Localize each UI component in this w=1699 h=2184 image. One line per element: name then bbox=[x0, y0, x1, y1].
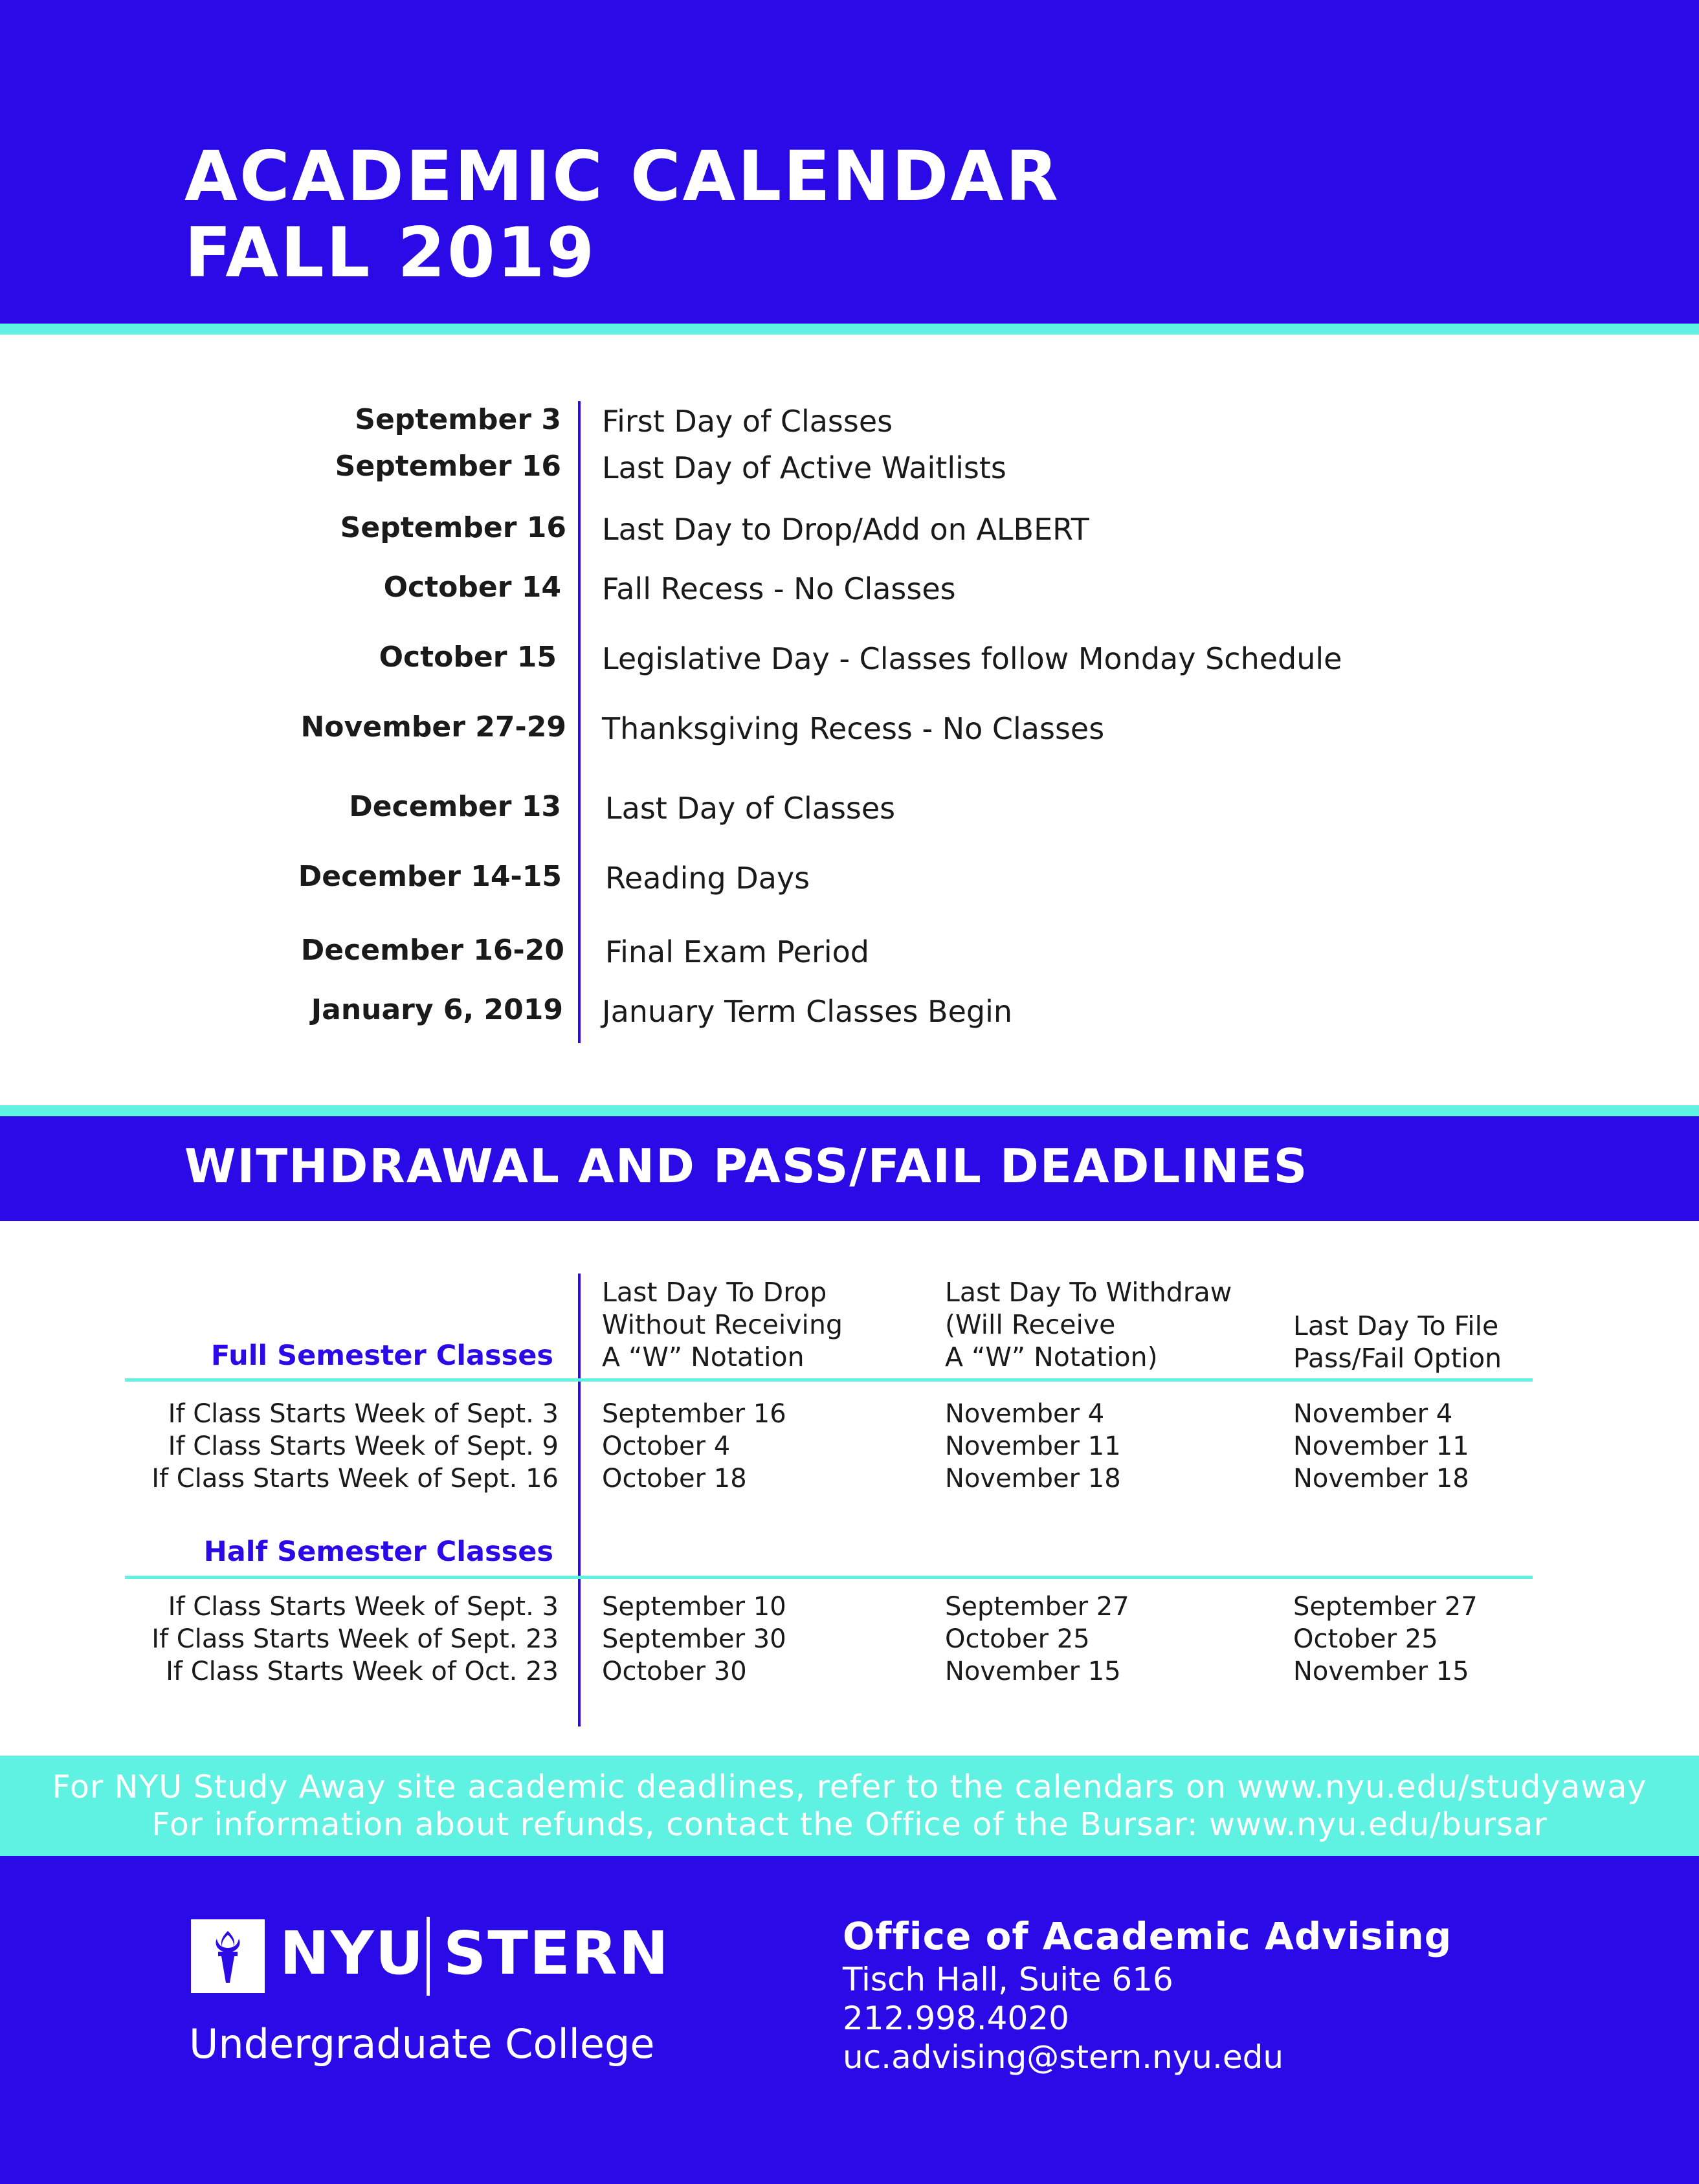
calendar-event: Last Day of Classes bbox=[605, 791, 896, 826]
table-cell: November 15 bbox=[1293, 1657, 1469, 1686]
table-cell: October 4 bbox=[602, 1431, 731, 1461]
study-away-note: For NYU Study Away site academic deadlines, refer to the calendars on www.nyu.edu/studyaway bbox=[52, 1769, 1647, 1805]
calendar-date: January 6, 2019 bbox=[311, 993, 563, 1026]
table-cell: September 27 bbox=[1293, 1592, 1478, 1622]
table-cell: November 18 bbox=[945, 1464, 1121, 1494]
table-cell: September 27 bbox=[945, 1592, 1129, 1622]
office-address: Tisch Hall, Suite 616 bbox=[843, 1961, 1173, 1998]
table-cell: November 11 bbox=[1293, 1431, 1469, 1461]
calendar-date: November 27-29 bbox=[300, 711, 566, 744]
calendar-date: December 16-20 bbox=[300, 934, 564, 967]
column-header-drop: Last Day To Drop Without Receiving A “W” Notation bbox=[602, 1277, 843, 1373]
half-semester-heading: Half Semester Classes bbox=[203, 1536, 553, 1568]
title-line-2: FALL 2019 bbox=[184, 213, 597, 292]
table-row-label: If Class Starts Week of Sept. 23 bbox=[151, 1624, 559, 1654]
table-cell: November 18 bbox=[1293, 1464, 1469, 1494]
bursar-note: For information about refunds, contact the Office of the Bursar: www.nyu.edu/bursar bbox=[151, 1806, 1548, 1843]
office-email[interactable]: uc.advising@stern.nyu.edu bbox=[843, 2038, 1284, 2076]
section-title: WITHDRAWAL AND PASS/FAIL DEADLINES bbox=[184, 1139, 1309, 1193]
full-semester-rule bbox=[125, 1378, 1533, 1382]
calendar-date: October 14 bbox=[383, 571, 561, 604]
calendar-event: Reading Days bbox=[605, 861, 810, 896]
calendar-date: September 3 bbox=[355, 403, 561, 436]
calendar-date: December 13 bbox=[349, 790, 561, 823]
office-phone: 212.998.4020 bbox=[843, 2000, 1069, 2037]
full-semester-heading: Full Semester Classes bbox=[210, 1340, 553, 1372]
office-title: Office of Academic Advising bbox=[843, 1914, 1452, 1958]
table-cell: September 16 bbox=[602, 1399, 786, 1429]
section-divider bbox=[0, 1105, 1699, 1116]
table-row-label: If Class Starts Week of Sept. 16 bbox=[151, 1464, 559, 1494]
calendar-event: January Term Classes Begin bbox=[602, 994, 1013, 1029]
table-cell: October 30 bbox=[602, 1657, 747, 1686]
column-header-withdraw: Last Day To Withdraw (Will Receive A “W” Notation) bbox=[945, 1277, 1232, 1373]
college-name: Undergraduate College bbox=[189, 2020, 655, 2068]
column-header-passfail: Last Day To File Pass/Fail Option bbox=[1293, 1310, 1502, 1374]
half-semester-rule bbox=[125, 1576, 1533, 1579]
table-cell: September 10 bbox=[602, 1592, 786, 1622]
table-cell: November 4 bbox=[1293, 1399, 1453, 1429]
table-cell: October 18 bbox=[602, 1464, 747, 1494]
calendar-event: Last Day of Active Waitlists bbox=[602, 450, 1006, 485]
table-row-label: If Class Starts Week of Sept. 3 bbox=[168, 1592, 559, 1622]
table-divider bbox=[578, 1274, 581, 1726]
page-title bbox=[184, 138, 1060, 291]
calendar-event: Fall Recess - No Classes bbox=[602, 571, 956, 606]
header-divider bbox=[0, 324, 1699, 335]
logo-separator bbox=[427, 1917, 430, 1996]
calendar-date: September 16 bbox=[335, 450, 561, 483]
calendar-event: Final Exam Period bbox=[605, 934, 869, 969]
table-row-label: If Class Starts Week of Sept. 9 bbox=[168, 1431, 559, 1461]
calendar-event: First Day of Classes bbox=[602, 404, 893, 439]
table-cell: November 11 bbox=[945, 1431, 1121, 1461]
calendar-date: October 15 bbox=[379, 641, 557, 674]
table-cell: November 4 bbox=[945, 1399, 1105, 1429]
table-cell: October 25 bbox=[945, 1624, 1090, 1654]
calendar-event: Legislative Day - Classes follow Monday Schedule bbox=[602, 641, 1342, 676]
calendar-event: Last Day to Drop/Add on ALBERT bbox=[602, 512, 1089, 547]
calendar-date: December 14-15 bbox=[298, 860, 562, 893]
table-cell: October 25 bbox=[1293, 1624, 1438, 1654]
table-cell: September 30 bbox=[602, 1624, 786, 1654]
table-row-label: If Class Starts Week of Sept. 3 bbox=[168, 1399, 559, 1429]
torch-logo-icon bbox=[191, 1919, 265, 1993]
table-row-label: If Class Starts Week of Oct. 23 bbox=[166, 1657, 559, 1686]
title-line-1: ACADEMIC CALENDAR bbox=[184, 137, 1061, 216]
logo-nyu: NYU bbox=[280, 1919, 425, 1988]
calendar-divider bbox=[578, 401, 581, 1043]
table-cell: November 15 bbox=[945, 1657, 1121, 1686]
calendar-event: Thanksgiving Recess - No Classes bbox=[602, 711, 1105, 746]
logo-stern: STERN bbox=[443, 1919, 670, 1988]
calendar-date: September 16 bbox=[340, 511, 566, 544]
